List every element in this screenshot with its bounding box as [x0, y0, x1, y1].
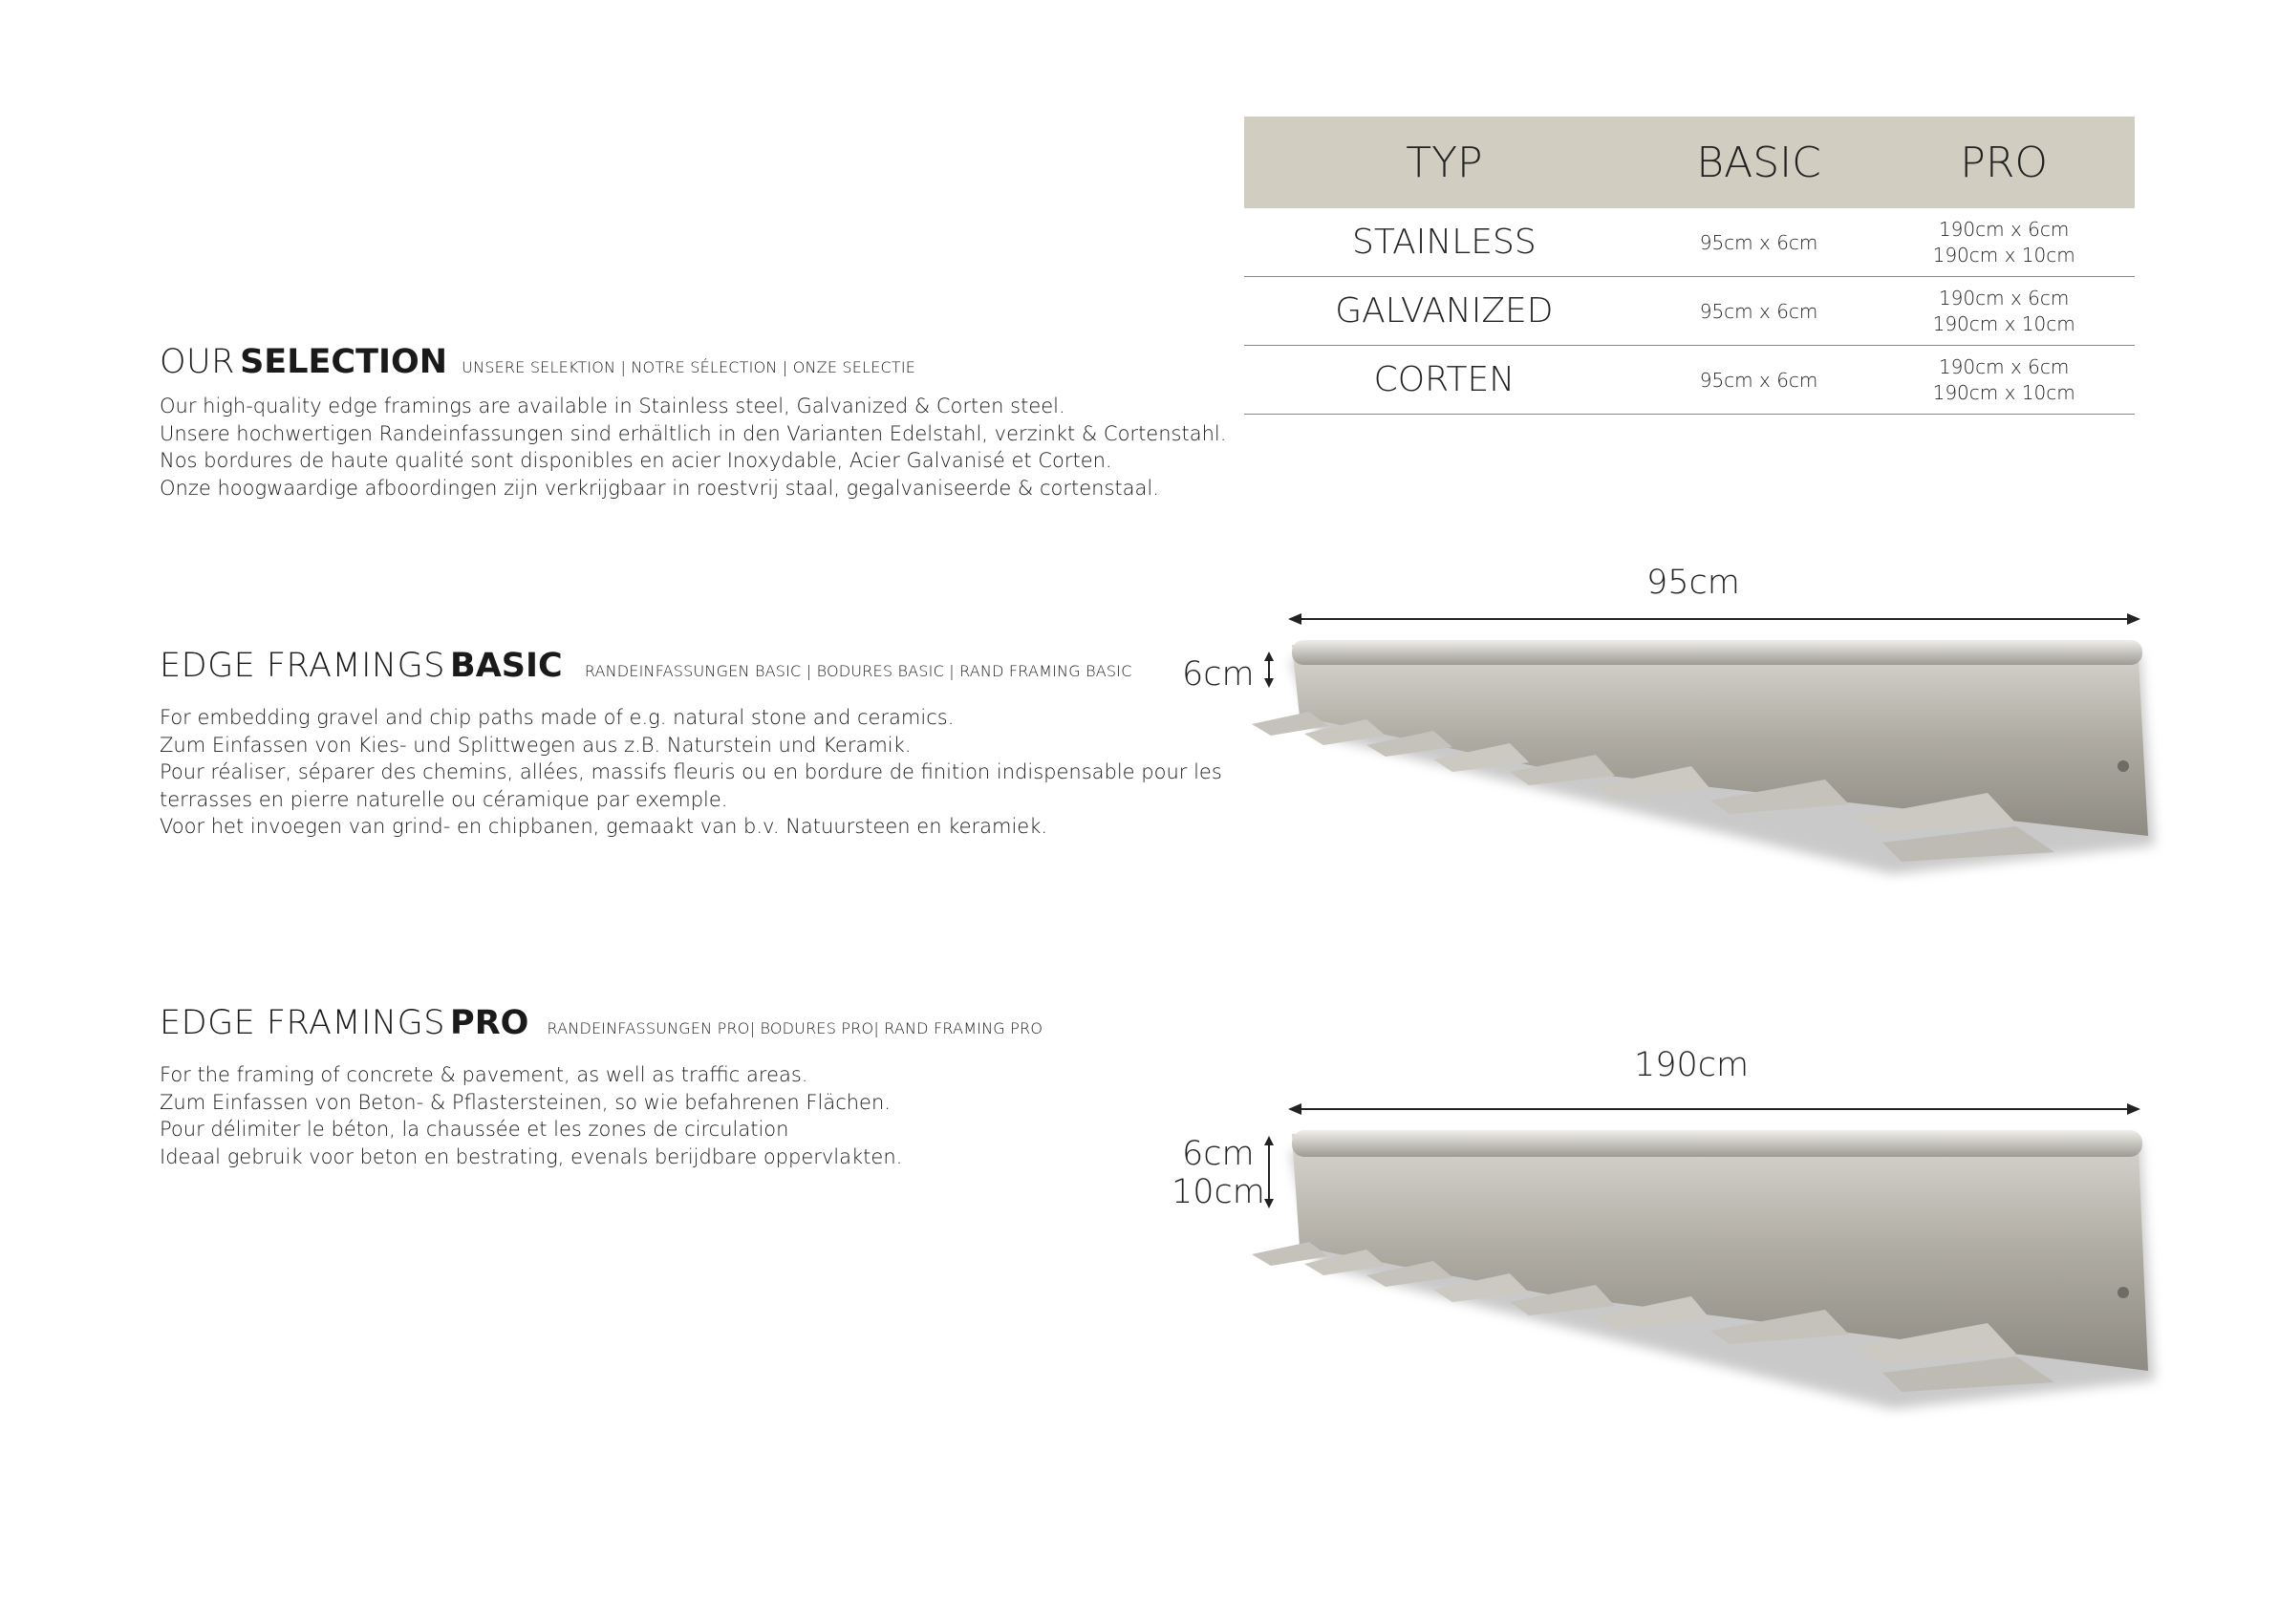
basic-cell: 95cm x 6cm	[1645, 346, 1874, 415]
type-cell: GALVANIZED	[1244, 277, 1645, 346]
pro-size: 190cm x 6cm	[1938, 217, 2070, 241]
dimension-arrow-height	[1264, 1136, 1274, 1208]
selection-section	[160, 343, 1227, 502]
type-cell: STAINLESS	[1244, 208, 1645, 277]
pro-height-label-10: 10cm	[1172, 1173, 1265, 1211]
pro-title-bold: PRO	[450, 1004, 529, 1042]
text-line: For embedding gravel and chip paths made of e.g. natural stone and ceramics.	[160, 706, 955, 729]
dimension-arrow-length	[1288, 613, 2140, 625]
pro-size: 190cm x 6cm	[1938, 354, 2070, 378]
text-line: For the framing of concrete & pavement, as well as traffic areas.	[160, 1063, 808, 1086]
header-basic: BASIC	[1645, 117, 1874, 208]
pro-size: 190cm x 10cm	[1932, 311, 2075, 335]
basic-description	[160, 704, 1222, 841]
basic-heading	[160, 647, 1211, 685]
basic-title-bold: BASIC	[450, 647, 563, 685]
type-cell: CORTEN	[1244, 346, 1645, 415]
selection-title-light: OUR	[160, 343, 235, 381]
text-line: terrasses en pierre naturelle ou céramique par exemple.	[160, 787, 728, 811]
basic-cell: 95cm x 6cm	[1645, 208, 1874, 277]
selection-subtitle: UNSERE SELEKTION | NOTRE SÉLECTION | ONZE SELECTIE	[462, 358, 916, 376]
pro-title-light: EDGE FRAMINGS	[160, 1004, 445, 1042]
text-line: Onze hoogwaardige afboordingen zijn verkrijgbaar in roestvrij staal, gegalvaniseerde & cortenstaal.	[160, 476, 1159, 500]
text-line: Zum Einfassen von Kies- und Splittwegen aus z.B. Naturstein und Keramik.	[160, 733, 912, 757]
basic-title-light: EDGE FRAMINGS	[160, 647, 445, 685]
pro-size: 190cm x 10cm	[1932, 243, 2075, 267]
text-line: Our high-quality edge framings are available in Stainless steel, Galvanized & Corten steel.	[160, 395, 1065, 417]
basic-length-label: 95cm	[1646, 564, 1740, 602]
dimension-arrow-length	[1288, 1103, 2140, 1115]
pro-heading	[160, 1004, 1211, 1042]
table-row	[1244, 346, 2135, 415]
text-line: Nos bordures de haute qualité sont disponibles en acier Inoxydable, Acier Galvanisé et Corten.	[160, 449, 1112, 472]
pro-subtitle: RANDEINFASSUNGEN PRO| BODURES PRO| RAND FRAMING PRO	[547, 1019, 1043, 1037]
selection-heading	[160, 343, 1211, 381]
selection-title-bold: SELECTION	[240, 343, 448, 381]
text-line: Unsere hochwertigen Randeinfassungen sind erhältlich in den Varianten Edelstahl, verzinkt & Cortenstahl.	[160, 421, 1227, 445]
text-line: Pour réaliser, séparer des chemins, allées, massifs fleuris ou en bordure de finition indispensable pour les	[160, 760, 1222, 783]
pro-cell	[1873, 277, 2135, 346]
text-line: Ideaal gebruik voor beton en bestrating, evenals berijdbare oppervlakten.	[160, 1144, 903, 1168]
edge-profile-shape	[1252, 640, 2155, 874]
text-line: Pour délimiter le béton, la chaussée et les zones de circulation	[160, 1118, 789, 1141]
table-row	[1244, 277, 2135, 346]
pro-section	[160, 1004, 1211, 1170]
dimension-arrow-height	[1264, 652, 1274, 688]
pro-cell	[1873, 208, 2135, 277]
basic-cell: 95cm x 6cm	[1645, 277, 1874, 346]
text-line: Voor het invoegen van grind- en chipbanen, gemaakt van b.v. Natuursteen en keramiek.	[160, 815, 1048, 838]
pro-description	[160, 1061, 1211, 1170]
header-typ: TYP	[1244, 117, 1645, 208]
pro-height-label-6: 6cm	[1182, 1135, 1255, 1173]
basic-height-label: 6cm	[1182, 655, 1255, 694]
spec-table	[1244, 117, 2135, 415]
text-line: Zum Einfassen von Beton- & Pflastersteinen, so wie befahrenen Flächen.	[160, 1090, 891, 1114]
edge-profile-shape	[1252, 1130, 2155, 1409]
basic-edge-profile-image	[1233, 602, 2169, 888]
selection-description	[160, 393, 1227, 502]
table-row	[1244, 208, 2135, 277]
pro-edge-profile-image	[1233, 1084, 2169, 1419]
pro-size: 190cm x 10cm	[1932, 380, 2075, 404]
pro-length-label: 190cm	[1634, 1046, 1750, 1084]
pro-cell	[1873, 346, 2135, 415]
header-pro: PRO	[1873, 117, 2135, 208]
table-header-row	[1244, 117, 2135, 208]
pro-size: 190cm x 6cm	[1938, 286, 2070, 310]
basic-subtitle: RANDEINFASSUNGEN BASIC | BODURES BASIC | RAND FRAMING BASIC	[584, 662, 1132, 680]
